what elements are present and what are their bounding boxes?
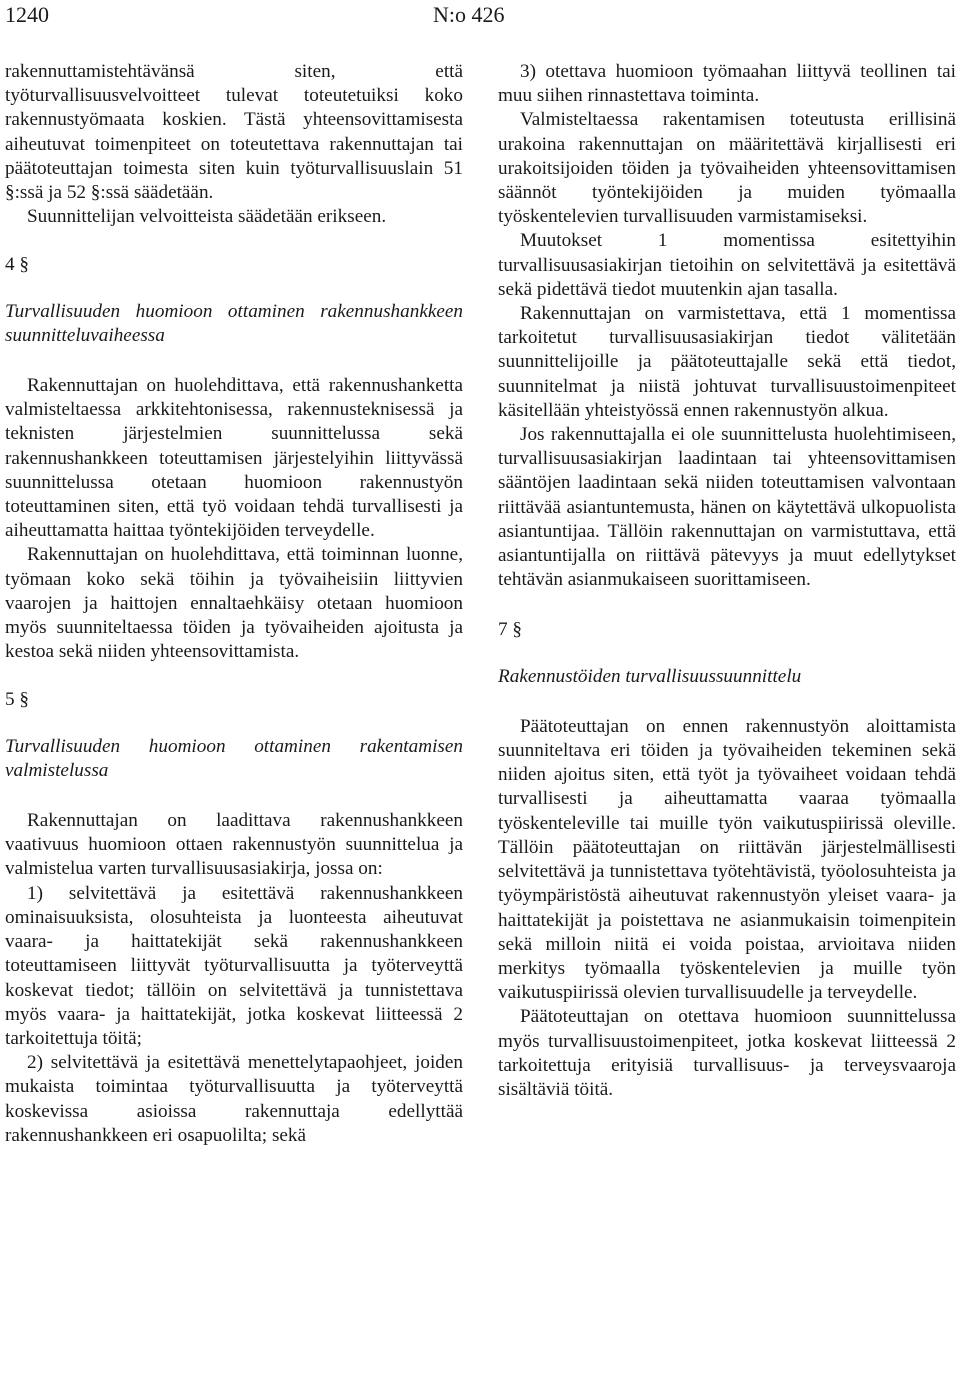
paragraph: Päätoteuttajan on otettava huomioon suunnittelussa myös turvallisuustoimenpiteet, jotka koskevat liitteessä 2 tarkoitettuja erityisiä turvallisuus- ja terveysvaaroja sisältäviä töitä. (498, 1006, 956, 1100)
paragraph: Muutokset 1 momentissa esitettyihin turvallisuusasiakirjan tietoihin on selvitettävä ja esitettävä sekä pidettävä tiedot muutenkin ajan tasalla. (498, 230, 956, 300)
paragraph: Valmisteltaessa rakentamisen toteutusta erillisinä urakoina rakennuttajan on määritettävä kirjallisesti eri urakoitsijoiden töiden ja työvaiheiden yhteensovittamisen säännöt työntekijöiden ja muiden työmaalla työskentelevien turvallisuuden varmistamiseksi. (498, 109, 956, 228)
list-item: 2) selvitettävä ja esitettävä menettelytapaohjeet, joiden mukaista toimintaa työturvallisuutta ja työterveyttä koskevissa asioissa rakennuttaja edellyttää rakennushankkeen eri osapuolilta; sekä (5, 1052, 463, 1146)
section-number: 7 § (498, 619, 522, 641)
section-title: Rakennustöiden turvallisuussuunnittelu (498, 665, 802, 687)
section-number: 5 § (5, 689, 29, 711)
list-item: 1) selvitettävä ja esitettävä rakennushankkeen ominaisuuksista, olosuhteista ja luonteesta aiheutuvat vaara- ja haittatekijät sekä rakennushankkeen toteuttamiseen liittyvät työturvallisuutta ja työterveyttä koskevat tiedot; tällöin on selvitettävä ja tunnistettava myös vaara- ja haittatekijät, jotka koskevat liitteessä 2 tarkoitettuja töitä; (5, 882, 463, 1049)
section-number: 4 § (5, 254, 29, 276)
paragraph: Rakennuttajan on huolehdittava, että rakennushanketta valmisteltaessa arkkitehtonisessa, rakennusteknisessä ja teknisten järjestelmien suunnittelussa sekä rakennushankkeen toteuttamisen järjestelyihin liittyvässä suunnittelussa otetaan huomioon rakennustyön toteuttaminen siten, että työ voidaan tehdä turvallisesti ja aiheuttamatta haittaa työntekijöiden terveydelle. (5, 375, 463, 542)
paragraph: Suunnittelijan velvoitteista säädetään erikseen. (27, 206, 387, 228)
issue-number: N:o 426 (433, 2, 505, 27)
paragraph: Jos rakennuttajalla ei ole suunnittelusta huolehtimiseen, turvallisuusasiakirjan laadintaan tai yhteensovittamisen sääntöjen laadintaan sekä niiden toteuttamisen valvontaan riittävää asiantuntemusta, hänen on käytettävä ulkopuolista asiantuntijaa. Tällöin rakennuttajan on varmistuttava, että asiantuntijalla on riittävä pätevyys ja muut edellytykset tehtävän asianmukaiseen suorittamiseen. (498, 424, 956, 591)
left-column (5, 60, 463, 1148)
list-item: 3) otettava huomioon työmaahan liittyvä teollinen tai muu siihen rinnastettava toiminta. (498, 61, 956, 107)
paragraph: rakennuttamistehtävänsä siten, että työturvallisuusvelvoitteet tulevat toteutetuiksi koko rakennustyömaata koskien. Tästä yhteensovittamisesta aiheutuvat toimenpiteet on toteutettava rakennuttajan tai päätoteuttajan toimesta siten kuin työturvallisuuslain 51 §:ssä ja 52 §:ssä säädetään. (5, 61, 463, 204)
right-column (498, 60, 956, 1102)
paragraph: Päätoteuttajan on ennen rakennustyön aloittamista suunniteltava eri töiden ja työvaiheiden tekeminen sekä niiden ajoitus siten, että työt ja työvaiheet voidaan tehdä turvallisesti ja aiheuttamatta vaaraa työmaalla työskenteleville tai muille työn vaikutuspiirissä oleville. Tällöin päätoteuttajan on riittävän järjestelmällisesti selvitettävä ja tunnistettava työtehtävistä, työolosuhteista ja työympäristöstä aiheutuvat rakennustyön yleiset vaara- ja haittatekijät ja poistettava ne asianmukaisin toimenpitein sekä milloin niitä ei voida poistaa, arvioitava niiden merkitys työmaalla työskentelevien ja muille työn vaikutuspiirissä olevien turvallisuudelle ja terveydelle. (498, 715, 956, 1004)
page-number: 1240 (5, 2, 49, 27)
paragraph: Rakennuttajan on huolehdittava, että toiminnan luonne, työmaan koko sekä töihin ja työvaiheisiin liittyvien vaarojen ja haittojen ennaltaehkäisy otetaan huomioon myös suunniteltaessa töiden ja työvaiheiden ajoitusta ja kestoa sekä niiden yhteensovittamista. (5, 544, 463, 663)
section-title: Turvallisuuden huomioon ottaminen rakennushankkeen suunnitteluvaiheessa (5, 300, 463, 346)
page-header (5, 2, 955, 32)
section-title: Turvallisuuden huomioon ottaminen rakentamisen valmistelussa (5, 735, 463, 781)
paragraph: Rakennuttajan on laadittava rakennushankkeen vaativuus huomioon ottaen rakennustyön suunnittelua ja valmistelua varten turvallisuusasiakirja, jossa on: (5, 810, 463, 880)
paragraph: Rakennuttajan on varmistettava, että 1 momentissa tarkoitetut turvallisuusasiakirjan tiedot välitetään suunnittelijoille ja päätoteuttajalle sekä että tiedot, suunnitelmat ja niistä johtuvat turvallisuustoimenpiteet käsitellään yhteistyössä ennen rakennustyön alkua. (498, 303, 956, 421)
